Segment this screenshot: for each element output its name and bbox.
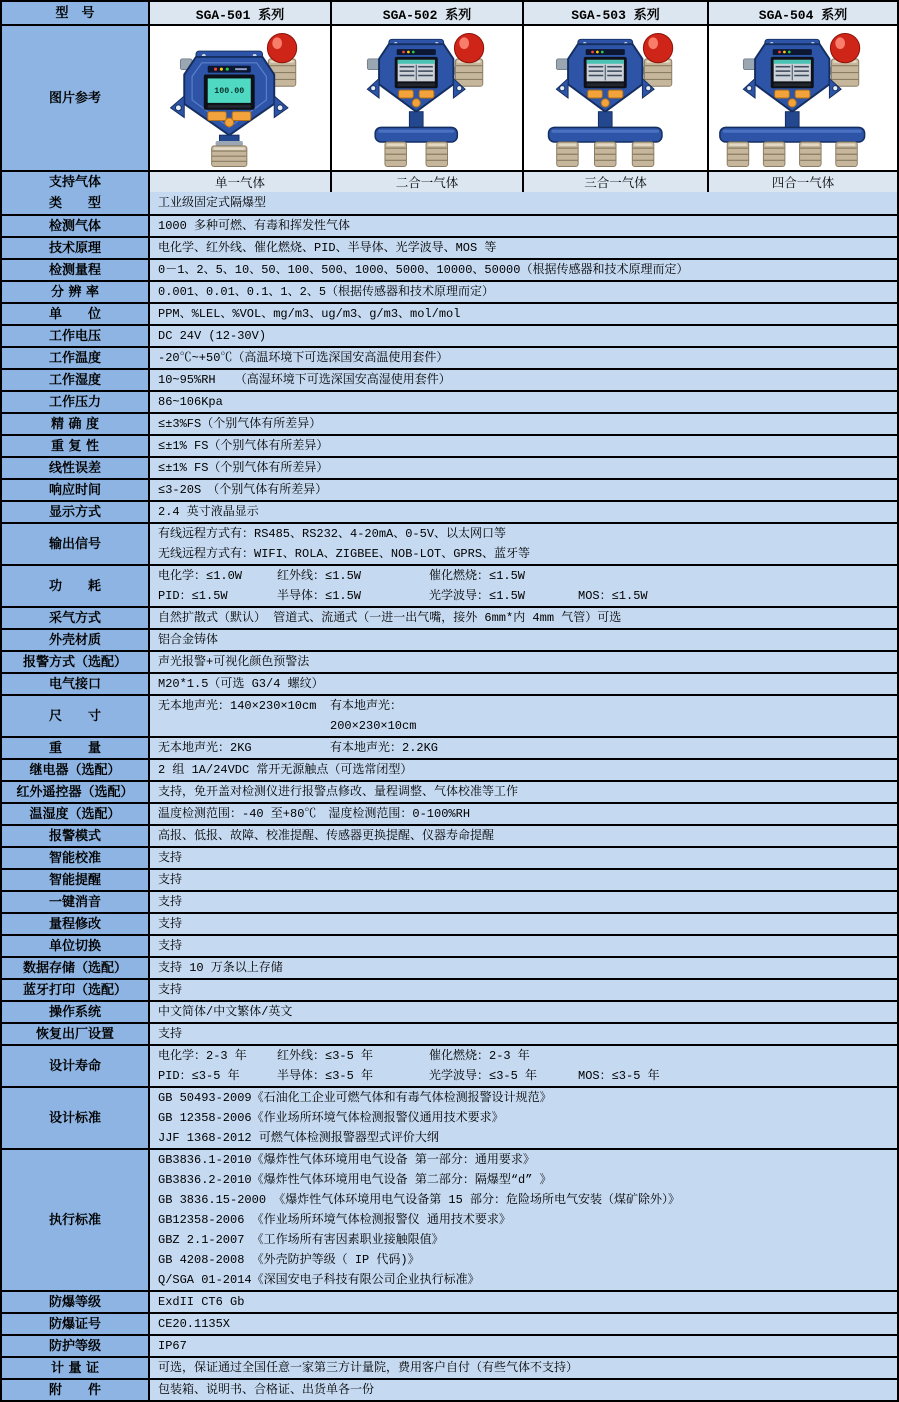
spec-row-label: 防爆证号	[2, 1314, 150, 1334]
button-left	[399, 90, 414, 98]
sensor-cylinder	[426, 142, 448, 166]
device-image-2	[332, 26, 524, 170]
spec-value-line: ≤3-20S （个别气体有所差异）	[158, 483, 328, 497]
spec-value-segment: PID：≤3-5 年	[158, 1069, 240, 1083]
spec-row-34	[2, 978, 897, 1000]
spec-row-label: 线性误差	[2, 458, 150, 478]
spec-row-1	[2, 192, 897, 214]
spec-value-segment: 有本地声光：200×230×10cm	[330, 699, 417, 733]
button-center	[788, 99, 796, 107]
spec-row-9	[2, 368, 897, 390]
spec-value-segment: 电化学：2-3 年	[158, 1049, 247, 1063]
spec-row-value	[150, 1024, 897, 1044]
spec-row-label: 报警模式	[2, 826, 150, 846]
spec-value-line: DC 24V (12-30V)	[158, 329, 267, 343]
spec-row-label: 外壳材质	[2, 630, 150, 650]
model-header-3: SGA-503 系列	[524, 2, 709, 24]
spec-row-value	[150, 282, 897, 302]
image-row	[2, 24, 897, 170]
spec-value-line	[158, 1066, 889, 1086]
spec-value-line: GBZ 2.1-2007 《工作场所有害因素职业接触限值》	[158, 1233, 444, 1247]
gas-value-4: 四合一气体	[709, 172, 897, 192]
detector-body	[743, 39, 841, 128]
spec-row-value	[150, 192, 897, 214]
spec-row-35	[2, 1000, 897, 1022]
spec-value-line: 中文简体/中文繁体/英文	[158, 1005, 293, 1019]
spec-row-value	[150, 1002, 897, 1022]
spec-row-label: 操作系统	[2, 1002, 150, 1022]
spec-row-value	[150, 1292, 897, 1312]
spec-row-7	[2, 324, 897, 346]
spec-value-line: 支持 10 万条以上存储	[158, 961, 283, 975]
spec-row-value	[150, 370, 897, 390]
spec-row-value	[150, 436, 897, 456]
spec-value-line: 2 组 1A/24VDC 常开无源触点（可选常闭型）	[158, 763, 413, 777]
spec-row-22	[2, 694, 897, 736]
spec-row-14	[2, 478, 897, 500]
device-screen-value: 100.00	[214, 87, 245, 97]
spec-row-label: 单位切换	[2, 936, 150, 956]
spec-value-line: 高报、低报、故障、校准提醒、传感器更换提醒、仪器寿命提醒	[158, 829, 495, 843]
spec-row-value	[150, 914, 897, 934]
button-right	[608, 90, 623, 98]
spec-row-value	[150, 1380, 897, 1400]
spec-row-11	[2, 412, 897, 434]
button-center	[412, 99, 420, 107]
spec-row-label: 输出信号	[2, 524, 150, 564]
spec-row-21	[2, 672, 897, 694]
spec-value-segment: MOS：≤1.5W	[578, 589, 648, 603]
gas-value-3: 三合一气体	[524, 172, 709, 192]
spec-row-12	[2, 434, 897, 456]
spec-value-line: 电化学、红外线、催化燃烧、PID、半导体、光学波导、MOS 等	[158, 241, 497, 255]
button-left	[775, 90, 790, 98]
sensor-cylinder	[800, 142, 822, 166]
device-image-1	[150, 26, 332, 170]
spec-row-label: 单 位	[2, 304, 150, 324]
spec-value-line: 10~95%RH （高湿环境下可选深国安高湿使用套件）	[158, 373, 451, 387]
spec-row-label: 一键消音	[2, 892, 150, 912]
spec-row-value	[150, 674, 897, 694]
spec-row-value	[150, 348, 897, 368]
spec-row-40	[2, 1290, 897, 1312]
spec-value-line: PPM、%LEL、%VOL、mg/m3、ug/m3、g/m3、mol/mol	[158, 307, 461, 321]
sensor-cylinder	[632, 142, 654, 166]
spec-row-label: 重 量	[2, 738, 150, 758]
spec-value-line	[158, 738, 889, 758]
spec-row-18	[2, 606, 897, 628]
spec-value-line: GB12358-2006 《作业场所环境气体检测报警仪 通用技术要求》	[158, 1213, 511, 1227]
spec-row-label: 设计标准	[2, 1088, 150, 1148]
spec-row-label: 防爆等级	[2, 1292, 150, 1312]
spec-row-value	[150, 566, 897, 606]
spec-row-8	[2, 346, 897, 368]
gas-value-1: 单一气体	[150, 172, 332, 192]
button-center	[601, 99, 609, 107]
spec-row-value	[150, 1314, 897, 1334]
spec-value-segment: MOS：≤3-5 年	[578, 1069, 660, 1083]
spec-row-5	[2, 280, 897, 302]
spec-value-line: IP67	[158, 1339, 187, 1353]
gas-detector-illustration	[714, 27, 892, 169]
spec-row-3	[2, 236, 897, 258]
side-mount	[367, 59, 379, 70]
spec-row-value	[150, 760, 897, 780]
spec-row-value	[150, 238, 897, 258]
spec-row-17	[2, 564, 897, 606]
side-mount	[556, 59, 568, 70]
spec-row-value	[150, 458, 897, 478]
spec-row-label: 报警方式（选配）	[2, 652, 150, 672]
spec-row-25	[2, 780, 897, 802]
spec-row-label: 检测气体	[2, 216, 150, 236]
spec-row-label: 检测量程	[2, 260, 150, 280]
spec-value-line: 包装箱、说明书、合格证、出货单各一份	[158, 1383, 375, 1397]
button-center	[225, 118, 234, 127]
spec-value-line: GB3836.2-2010《爆炸性气体环境用电气设备 第二部分：隔爆型“d” 》	[158, 1173, 552, 1187]
spec-value-line: GB3836.1-2010《爆炸性气体环境用电气设备 第一部分：通用要求》	[158, 1153, 535, 1167]
spec-row-label: 响应时间	[2, 480, 150, 500]
spec-value-line: 0.001、0.01、0.1、1、2、5（根据传感器和技术原理而定）	[158, 285, 495, 299]
spec-row-value	[150, 980, 897, 1000]
header-row	[2, 2, 897, 24]
spec-row-value	[150, 524, 897, 564]
spec-row-label: 工作电压	[2, 326, 150, 346]
spec-row-label: 温湿度（选配）	[2, 804, 150, 824]
spec-row-2	[2, 214, 897, 236]
spec-row-24	[2, 758, 897, 780]
spec-row-value	[150, 870, 897, 890]
spec-row-value	[150, 782, 897, 802]
spec-value-line: 支持	[158, 917, 183, 931]
spec-value-line: 2.4 英寸液晶显示	[158, 505, 259, 519]
spec-row-label: 量程修改	[2, 914, 150, 934]
spec-row-value	[150, 936, 897, 956]
spec-row-42	[2, 1334, 897, 1356]
spec-rows-container	[2, 192, 897, 1400]
spec-row-label: 恢复出厂设置	[2, 1024, 150, 1044]
spec-row-label: 智能提醒	[2, 870, 150, 890]
spec-value-line: 有线远程方式有：RS485、RS232、4-20mA、0-5V、以太网口等	[158, 527, 507, 541]
spec-value-segment: 半导体：≤1.5W	[277, 589, 362, 603]
spec-row-label: 精 确 度	[2, 414, 150, 434]
spec-row-value	[150, 608, 897, 628]
spec-row-value	[150, 826, 897, 846]
image-row-label: 图片参考	[2, 26, 150, 170]
spec-row-value	[150, 326, 897, 346]
gas-value-2: 二合一气体	[332, 172, 524, 192]
spec-value-segment: 红外线：≤3-5 年	[277, 1049, 374, 1063]
model-header-2: SGA-502 系列	[332, 2, 524, 24]
spec-row-value	[150, 216, 897, 236]
spec-row-value	[150, 1046, 897, 1086]
spec-row-20	[2, 650, 897, 672]
button-right	[232, 112, 251, 121]
spec-value-line: -20℃~+50℃（高温环境下可选深国安高温使用套件）	[158, 351, 449, 365]
spec-value-segment: PID：≤1.5W	[158, 589, 228, 603]
spec-row-label: 分 辨 率	[2, 282, 150, 302]
spec-row-31	[2, 912, 897, 934]
model-header-4: SGA-504 系列	[709, 2, 897, 24]
spec-value-line: ≤±1% FS（个别气体有所差异）	[158, 439, 329, 453]
spec-row-value	[150, 1150, 897, 1290]
detector-body	[367, 39, 465, 128]
spec-value-line: 支持	[158, 1027, 183, 1041]
sensor-cylinder	[836, 142, 858, 166]
spec-value-line: 0－1、2、5、10、50、100、500、1000、5000、10000、50000（根据传感器和技术原理而定）	[158, 263, 689, 277]
sensor-cylinder	[594, 142, 616, 166]
spec-row-value	[150, 892, 897, 912]
spec-value-line: ExdII CT6 Gb	[158, 1295, 245, 1309]
spec-value-line: M20*1.5（可选 G3/4 螺纹）	[158, 677, 324, 691]
spec-value-segment: 催化燃烧：≤1.5W	[429, 569, 526, 583]
spec-row-label: 智能校准	[2, 848, 150, 868]
button-right	[795, 90, 810, 98]
spec-row-39	[2, 1148, 897, 1290]
gas-row-label: 支持气体	[2, 172, 150, 192]
spec-row-value	[150, 1358, 897, 1378]
spec-row-label: 尺 寸	[2, 696, 150, 736]
spec-row-value	[150, 1088, 897, 1148]
spec-row-label: 工作压力	[2, 392, 150, 412]
spec-row-label: 计 量 证	[2, 1358, 150, 1378]
spec-value-line: 支持	[158, 939, 183, 953]
spec-row-value	[150, 738, 897, 758]
spec-value-line: 支持	[158, 983, 183, 997]
side-mount	[743, 59, 755, 70]
spec-value-line: 支持	[158, 873, 183, 887]
spec-row-37	[2, 1044, 897, 1086]
spec-value-segment: 红外线：≤1.5W	[277, 569, 362, 583]
spec-row-19	[2, 628, 897, 650]
spec-row-label: 数据存储（选配）	[2, 958, 150, 978]
button-left	[587, 90, 602, 98]
spec-row-value	[150, 392, 897, 412]
spec-value-line: ≤±1% FS（个别气体有所差异）	[158, 461, 329, 475]
spec-value-line: 1000 多种可燃、有毒和挥发性气体	[158, 219, 351, 233]
spec-row-36	[2, 1022, 897, 1044]
spec-row-28	[2, 846, 897, 868]
spec-row-label: 电气接口	[2, 674, 150, 694]
sensor-cylinder	[212, 146, 247, 167]
spec-value-line: 铝合金铸体	[158, 633, 219, 647]
spec-row-27	[2, 824, 897, 846]
spec-row-value	[150, 260, 897, 280]
spec-value-segment: 催化燃烧：2-3 年	[429, 1049, 530, 1063]
spec-row-33	[2, 956, 897, 978]
spec-row-43	[2, 1356, 897, 1378]
spec-row-44	[2, 1378, 897, 1400]
spec-value-line: GB 12358-2006《作业场所环境气体检测报警仪通用技术要求》	[158, 1111, 504, 1125]
spec-row-value	[150, 652, 897, 672]
spec-row-label: 执行标准	[2, 1150, 150, 1290]
device-image-4	[709, 26, 897, 170]
spec-value-segment: 电化学：≤1.0W	[158, 569, 243, 583]
spec-row-label: 设计寿命	[2, 1046, 150, 1086]
spec-row-29	[2, 868, 897, 890]
detector-body	[556, 39, 654, 128]
spec-row-4	[2, 258, 897, 280]
spec-value-line: 支持	[158, 851, 183, 865]
sensor-cylinder	[556, 142, 578, 166]
spec-row-label: 重 复 性	[2, 436, 150, 456]
sensor-cylinder	[727, 142, 749, 166]
spec-row-label: 功 耗	[2, 566, 150, 606]
spec-value-line: CE20.1135X	[158, 1317, 231, 1331]
gas-detector-illustration	[527, 27, 705, 169]
spec-row-16	[2, 522, 897, 564]
spec-row-value	[150, 304, 897, 324]
spec-row-label: 防护等级	[2, 1336, 150, 1356]
sensor-cylinder	[385, 142, 407, 166]
spec-value-segment: 无本地声光：2KG	[158, 741, 252, 755]
spec-row-41	[2, 1312, 897, 1334]
spec-value-line: 声光报警+可视化颜色预警法	[158, 655, 310, 669]
spec-row-label: 技术原理	[2, 238, 150, 258]
spec-row-label: 蓝牙打印（选配）	[2, 980, 150, 1000]
manifold	[375, 127, 457, 142]
spec-row-label: 工作温度	[2, 348, 150, 368]
spec-value-line	[158, 1046, 889, 1066]
spec-value-line: 温度检测范围：-40 至+80℃ 湿度检测范围：0-100%RH	[158, 807, 471, 821]
spec-row-value	[150, 1336, 897, 1356]
spec-value-line: 可选，保证通过全国任意一家第三方计量院，费用客户自付（有些气体不支持）	[158, 1361, 579, 1375]
spec-row-value	[150, 848, 897, 868]
spec-row-value	[150, 502, 897, 522]
spec-row-23	[2, 736, 897, 758]
spec-value-line: GB 50493-2009《石油化工企业可燃气体和有毒气体检测报警设计规范》	[158, 1091, 552, 1105]
button-right	[419, 90, 434, 98]
gas-detector-illustration	[338, 27, 516, 169]
spec-value-segment: 有本地声光：2.2KG	[330, 741, 439, 755]
spec-value-line: 支持，免开盖对检测仪进行报警点修改、量程调整、气体校准等工作	[158, 785, 519, 799]
spec-row-label: 附 件	[2, 1380, 150, 1400]
spec-value-line: Q/SGA 01-2014《深国安电子科技有限公司企业执行标准》	[158, 1273, 480, 1287]
spec-value-line	[158, 566, 889, 586]
spec-value-line: GB 4208-2008 《外壳防护等级（ IP 代码)》	[158, 1253, 420, 1267]
manifold	[548, 127, 661, 142]
spec-row-value	[150, 480, 897, 500]
device-image-3	[524, 26, 709, 170]
spec-value-segment: 半导体：≤3-5 年	[277, 1069, 374, 1083]
spec-row-30	[2, 890, 897, 912]
button-left	[208, 112, 227, 121]
spec-row-32	[2, 934, 897, 956]
header-label-model: 型 号	[2, 2, 150, 24]
spec-row-38	[2, 1086, 897, 1148]
spec-value-line: JJF 1368-2012 可燃气体检测报警器型式评价大纲	[158, 1131, 439, 1145]
spec-row-label: 显示方式	[2, 502, 150, 522]
spec-row-13	[2, 456, 897, 478]
spec-value-line: GB 3836.15-2000 《爆炸性气体环境用电气设备第 15 部分：危险场所电气安装（煤矿除外）》	[158, 1193, 681, 1207]
spec-row-10	[2, 390, 897, 412]
manifold	[720, 127, 865, 142]
spec-value-segment: 光学波导：≤3-5 年	[429, 1069, 538, 1083]
spec-row-26	[2, 802, 897, 824]
gas-row	[2, 170, 897, 192]
spec-row-label: 采气方式	[2, 608, 150, 628]
spec-row-label: 继电器（选配）	[2, 760, 150, 780]
spec-row-value	[150, 696, 897, 736]
sensor-cylinder	[763, 142, 785, 166]
spec-row-label: 工作湿度	[2, 370, 150, 390]
spec-value-line: 无线远程方式有：WIFI、ROLA、ZIGBEE、NOB-LOT、GPRS、蓝牙等	[158, 547, 531, 561]
spec-row-label: 红外遥控器（选配）	[2, 782, 150, 802]
spec-row-value	[150, 630, 897, 650]
spec-value-line: 支持	[158, 895, 183, 909]
spec-value-line	[158, 586, 889, 606]
spec-row-label: 类 型	[2, 192, 150, 214]
spec-value-line: 86~106Kpa	[158, 395, 223, 409]
spec-value-line: 自然扩散式（默认） 管道式、流通式（一进一出气嘴，接外 6mm*内 4mm 气管）可选	[158, 611, 622, 625]
spec-value-line: 工业级固定式隔爆型	[158, 196, 267, 210]
spec-value-segment: 光学波导：≤1.5W	[429, 589, 526, 603]
spec-row-6	[2, 302, 897, 324]
spec-row-value	[150, 958, 897, 978]
gas-detector-illustration	[151, 27, 329, 169]
spec-row-15	[2, 500, 897, 522]
model-header-1: SGA-501 系列	[150, 2, 332, 24]
spec-row-value	[150, 414, 897, 434]
spec-value-segment: 无本地声光：140×230×10cm	[158, 699, 317, 713]
spec-value-line: ≤±3%FS（个别气体有所差异）	[158, 417, 322, 431]
spec-row-value	[150, 804, 897, 824]
spec-value-line	[158, 696, 889, 736]
